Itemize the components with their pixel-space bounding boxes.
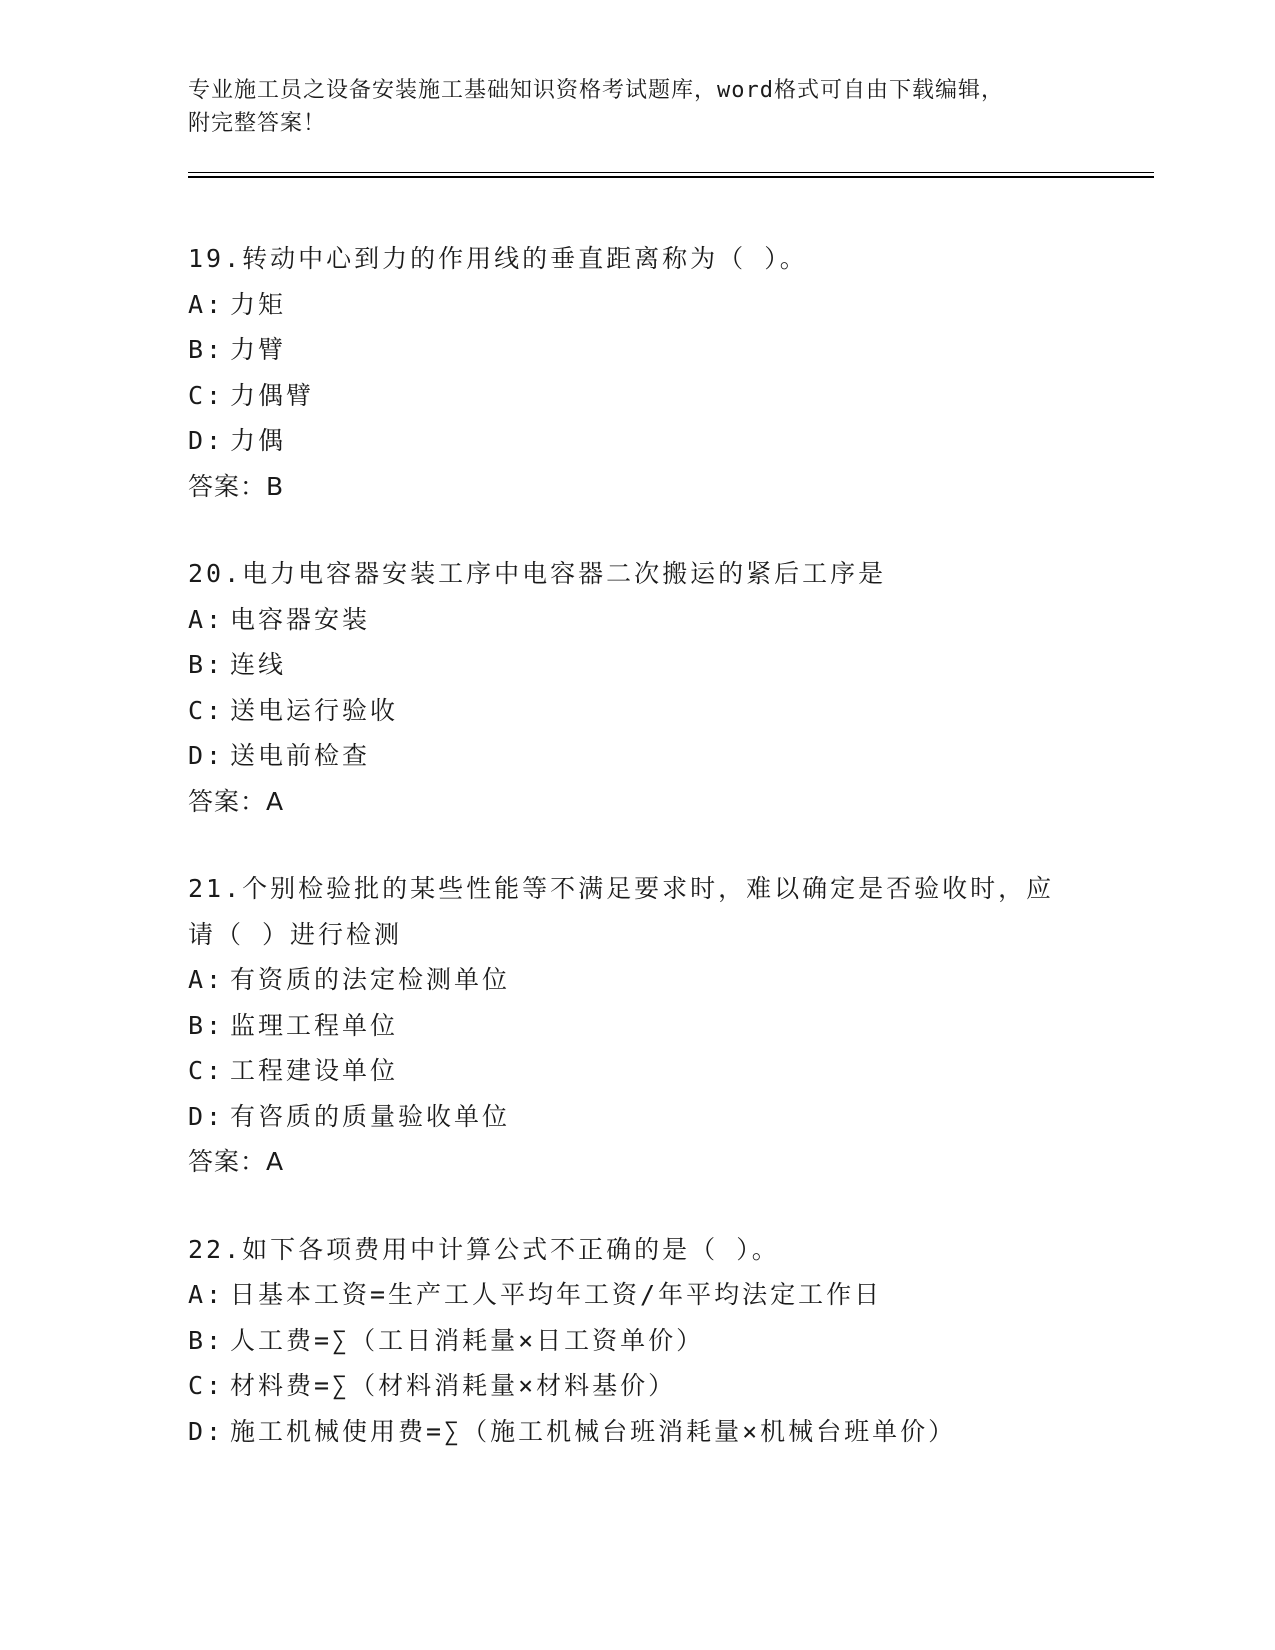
option-text: 人工费=∑（工日消耗量×日工资单价） — [230, 1325, 705, 1355]
question-stem-line-2: 请（ ）进行检测 — [188, 919, 403, 949]
option-text: 送电前检查 — [230, 741, 371, 770]
option-text: 监理工程单位 — [230, 1010, 399, 1040]
question-stem: 19.转动中心到力的作用线的垂直距离称为（ ）。 — [188, 244, 808, 273]
option-key: A: — [188, 1280, 225, 1309]
question-list — [188, 236, 1128, 1496]
option-key: D: — [188, 741, 225, 770]
question-20 — [188, 551, 1128, 824]
question-22 — [188, 1227, 1128, 1455]
answer-label: 答案： — [188, 786, 267, 816]
header-divider-thick — [188, 176, 1154, 178]
option-text: 送电运行验收 — [230, 695, 399, 725]
answer-line — [188, 779, 1128, 825]
question-19 — [188, 236, 1128, 509]
option-key: B: — [188, 1010, 225, 1040]
question-stem: 20.电力电容器安装工序中电容器二次搬运的紧后工序是 — [188, 559, 887, 588]
option-key: C: — [188, 1371, 225, 1400]
option-text: 力偶 — [230, 426, 287, 455]
option-b — [188, 1003, 1128, 1049]
option-key: C: — [188, 1056, 225, 1085]
option-key: D: — [188, 1416, 225, 1446]
option-c — [188, 1048, 1128, 1094]
option-b — [188, 642, 1128, 688]
option-key: B: — [188, 335, 225, 364]
option-d — [188, 418, 1128, 464]
option-key: A: — [188, 604, 225, 634]
answer-value: B — [266, 471, 285, 501]
question-stem-line-1: 21.个别检验批的某些性能等不满足要求时，难以确定是否验收时，应 — [188, 874, 1055, 903]
option-c — [188, 1363, 1128, 1409]
answer-value: A — [266, 786, 285, 816]
option-key: B: — [188, 1325, 225, 1355]
question-stem: 22.如下各项费用中计算公式不正确的是（ ）。 — [188, 1234, 780, 1264]
option-text: 连线 — [230, 650, 287, 679]
option-text: 力臂 — [230, 335, 287, 364]
option-text: 有咨质的质量验收单位 — [230, 1101, 511, 1131]
option-text: 施工机械使用费=∑（施工机械台班消耗量×机械台班单价） — [230, 1416, 957, 1446]
option-text: 力偶臂 — [230, 380, 315, 410]
question-21 — [188, 866, 1128, 1185]
answer-label: 答案： — [188, 1147, 267, 1176]
option-key: C: — [188, 380, 225, 410]
option-key: A: — [188, 965, 225, 994]
option-key: C: — [188, 695, 225, 725]
answer-line — [188, 464, 1128, 510]
option-a — [188, 957, 1128, 1003]
option-b — [188, 1318, 1128, 1364]
option-text: 材料费=∑（材料消耗量×材料基价） — [230, 1371, 677, 1400]
option-key: D: — [188, 426, 225, 455]
option-text: 日基本工资=生产工人平均年工资/年平均法定工作日 — [230, 1280, 883, 1309]
option-key: B: — [188, 650, 225, 679]
option-c — [188, 373, 1128, 419]
option-text: 工程建设单位 — [230, 1056, 399, 1085]
answer-label: 答案： — [188, 471, 267, 501]
answer-line — [188, 1139, 1128, 1185]
option-text: 力矩 — [230, 289, 287, 319]
header-line-1: 专业施工员之设备安装施工基础知识资格考试题库，word格式可自由下载编辑， — [188, 78, 1004, 103]
option-text: 电容器安装 — [230, 604, 371, 634]
header-line-2: 附完整答案！ — [188, 111, 327, 136]
option-key: A: — [188, 289, 225, 319]
option-a — [188, 597, 1128, 643]
header-divider-thin — [188, 172, 1154, 173]
option-d — [188, 1409, 1128, 1455]
option-a — [188, 1272, 1128, 1318]
option-d — [188, 1094, 1128, 1140]
option-b — [188, 327, 1128, 373]
document-header — [188, 74, 1088, 140]
answer-value: A — [266, 1147, 285, 1176]
option-c — [188, 688, 1128, 734]
option-a — [188, 282, 1128, 328]
option-d — [188, 733, 1128, 779]
option-key: D: — [188, 1101, 225, 1131]
option-text: 有资质的法定检测单位 — [230, 965, 511, 994]
